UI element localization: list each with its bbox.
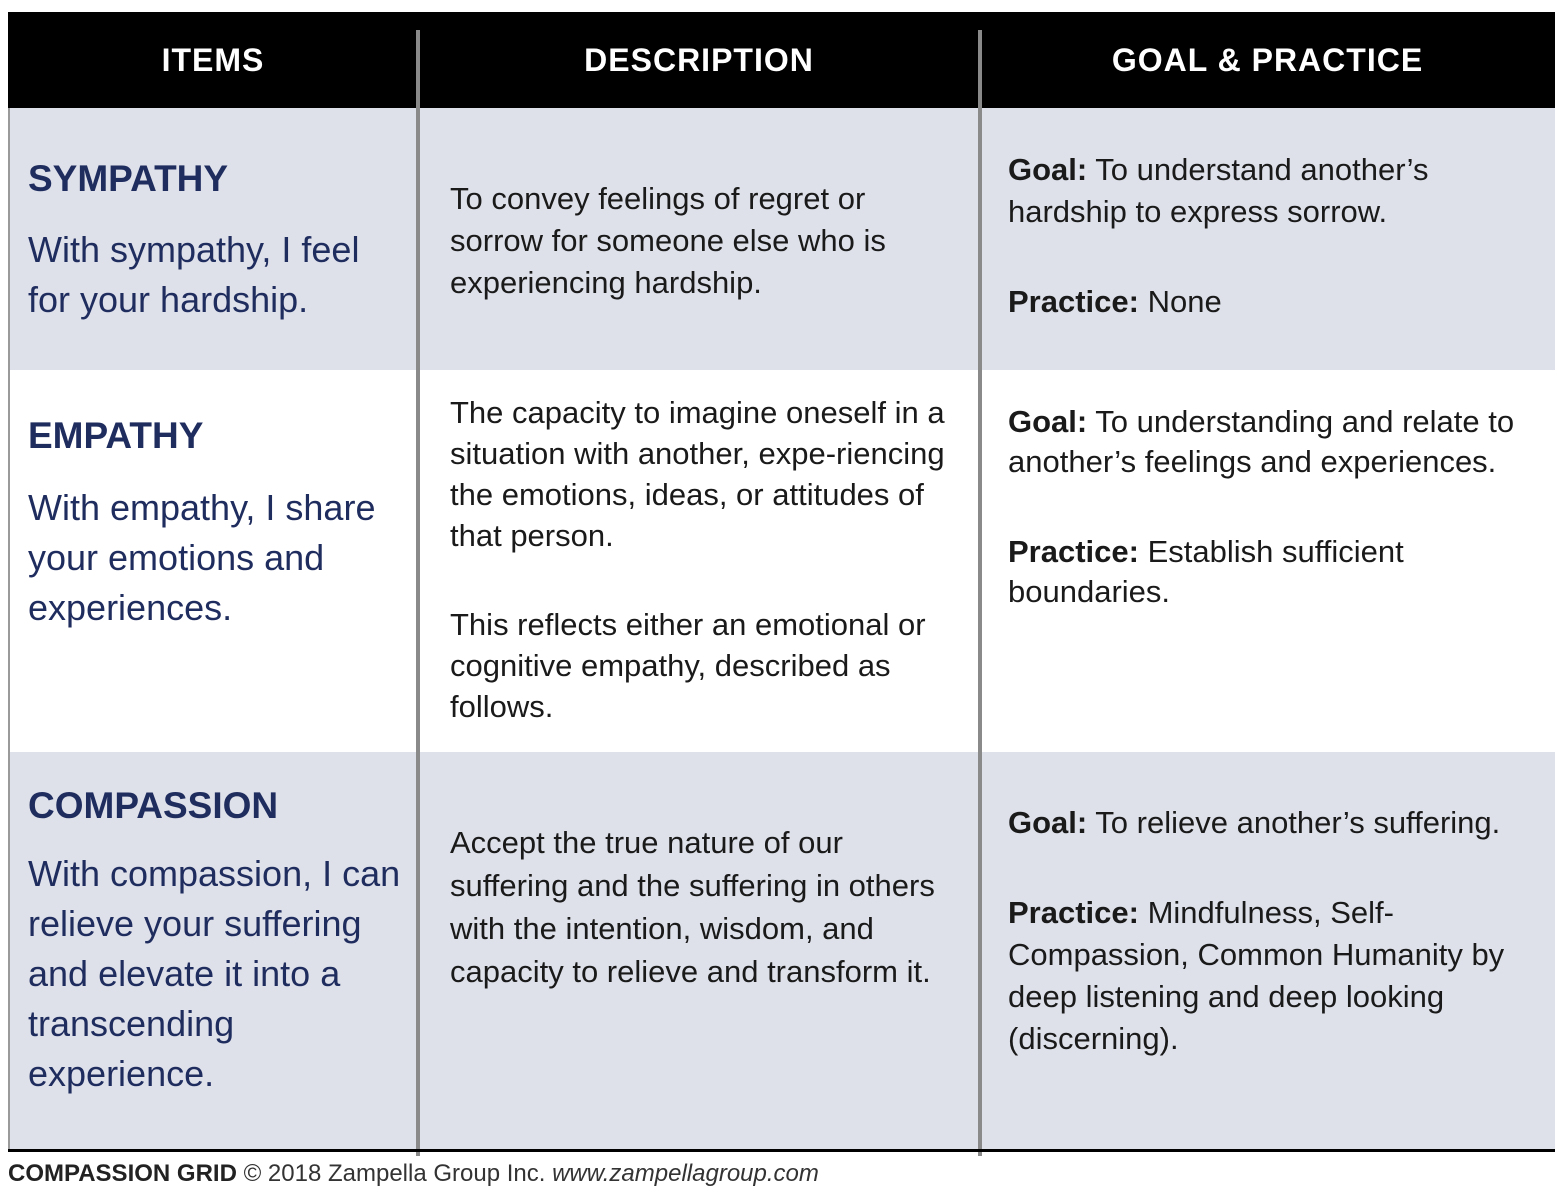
item-subtitle: With sympathy, I feel for your hardship. xyxy=(28,229,360,320)
item-title: COMPASSION xyxy=(28,785,279,826)
item-title: EMPATHY xyxy=(28,415,204,456)
header-items: ITEMS xyxy=(161,41,265,78)
footer-credit xyxy=(8,1160,819,1188)
goal-label: Goal: xyxy=(1008,152,1088,187)
column-divider xyxy=(978,30,982,1156)
practice-text: Mindfulness, Self-Compassion, Common Humanity by deep listening and deep looking (discerning). xyxy=(1008,895,1505,1056)
practice-text: None xyxy=(1147,284,1222,319)
goal-label: Goal: xyxy=(1008,404,1088,439)
goal-text: To understand another’s hardship to express sorrow. xyxy=(1008,152,1429,229)
practice-text: Establish sufficient boundaries. xyxy=(1008,534,1404,609)
practice-label: Practice: xyxy=(1008,895,1139,930)
goal-text: To understanding and relate to another’s feelings and experiences. xyxy=(1008,404,1515,479)
goal-block xyxy=(1008,402,1548,612)
description-block xyxy=(450,392,970,727)
item-title: SYMPATHY xyxy=(28,158,229,199)
footer-copyright: © 2018 Zampella Group Inc. xyxy=(243,1160,546,1187)
table-left-border xyxy=(8,108,10,1150)
practice-label: Practice: xyxy=(1008,284,1139,319)
header-description: DESCRIPTION xyxy=(584,41,814,78)
goal-block xyxy=(1008,149,1548,323)
description-text: Accept the true nature of our suffering and the suffering in others with the intention, wisdom, and capacity to relieve and transform it. xyxy=(450,825,935,989)
practice-label: Practice: xyxy=(1008,534,1139,569)
item-subtitle: With compassion, I can relieve your suffering and elevate it into a transcending experience. xyxy=(28,853,401,1094)
table-row-empathy xyxy=(8,370,1555,752)
footer-title: COMPASSION GRID xyxy=(8,1160,237,1187)
table-bottom-border xyxy=(8,1149,1555,1152)
table-row-compassion xyxy=(8,752,1555,1150)
column-divider xyxy=(416,30,420,1156)
description-text: The capacity to imagine oneself in a situation with another, expe-riencing the emotions, ideas, or attitudes of that person. xyxy=(450,395,945,553)
description-text: To convey feelings of regret or sorrow for someone else who is experiencing hardship. xyxy=(450,181,886,300)
description-text: This reflects either an emotional or cognitive empathy, described as follows. xyxy=(450,607,926,724)
header-goal-practice: GOAL & PRACTICE xyxy=(1111,41,1424,78)
footer-url: www.zampellagroup.com xyxy=(552,1160,819,1187)
item-subtitle: With empathy, I share your emotions and experiences. xyxy=(28,487,376,628)
goal-label: Goal: xyxy=(1008,805,1088,840)
table-row-sympathy xyxy=(8,108,1555,370)
goal-block xyxy=(1008,802,1548,1060)
goal-text: To relieve another’s suffering. xyxy=(1095,805,1501,840)
table-header xyxy=(8,12,1555,108)
